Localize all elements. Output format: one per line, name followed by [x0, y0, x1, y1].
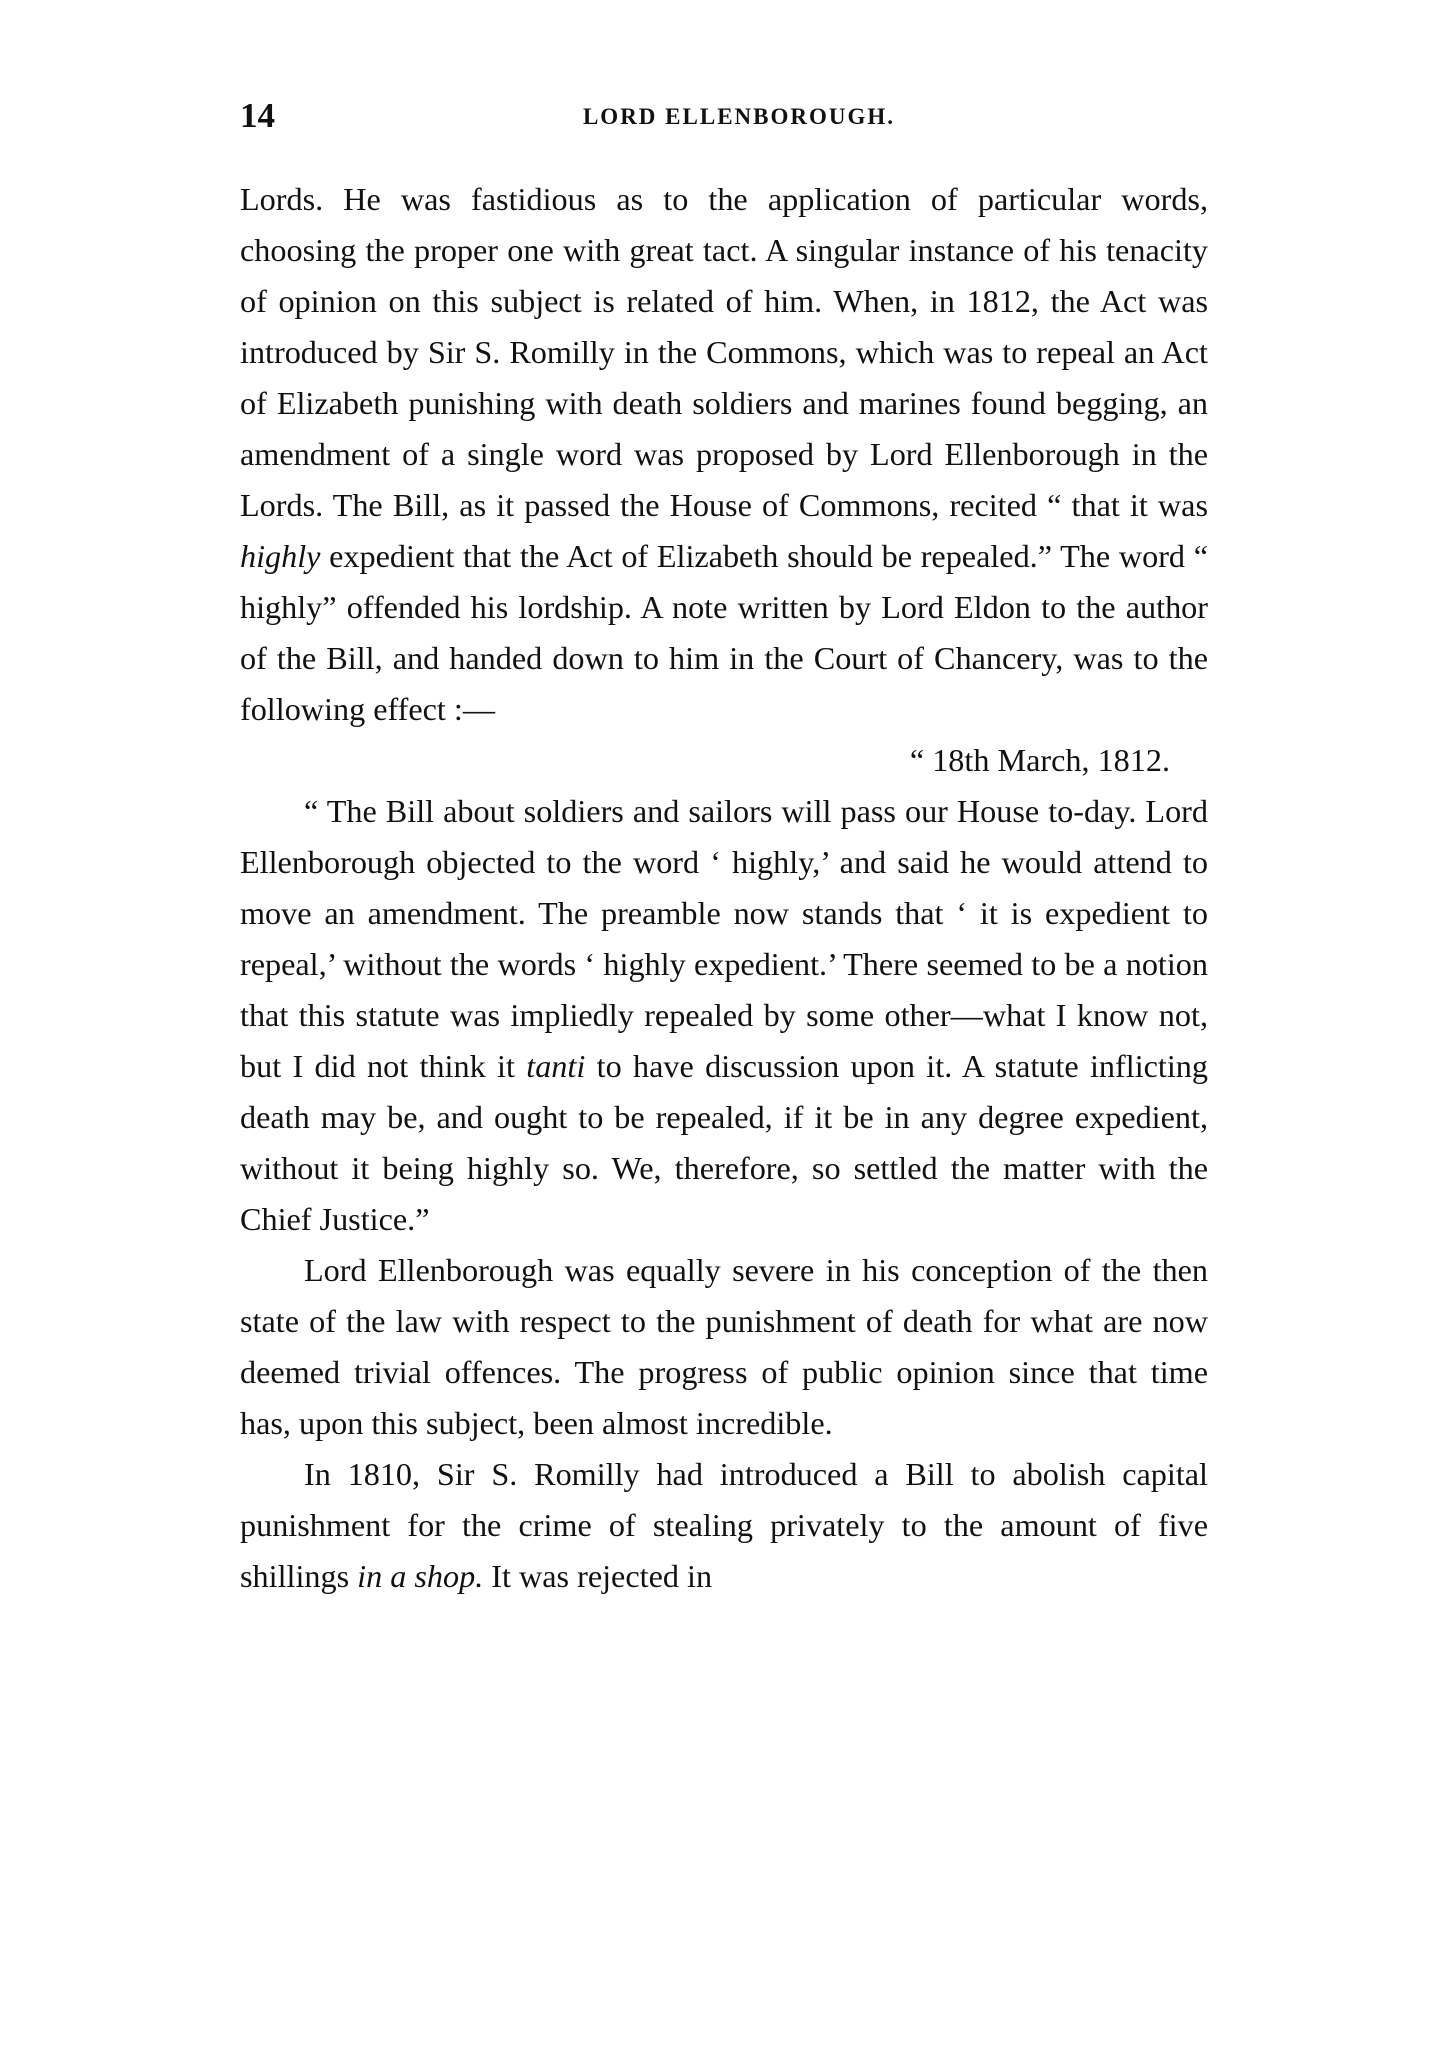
paragraph-4-text-b: It was rejected in: [483, 1558, 713, 1594]
paragraph-1-italic: highly: [240, 538, 321, 574]
letter-dateline: “ 18th March, 1812.: [909, 742, 1170, 778]
paragraph-4: [240, 1449, 1208, 1602]
page-number: 14: [240, 96, 275, 135]
paragraph-1-text-b: expedient that the Act of Elizabeth should be repealed.” The word “ highly” offended his lordship. A note written by Lord Eldon to the author of the Bill, and handed down to him in the Court of Chancery, was to the following effect :—: [240, 538, 1208, 727]
letter-text-b: to have discussion upon it. A statute inflicting death may be, and ought to be repealed, if it be in any degree expedient, without it being highly so. We, therefore, so settled the matter with the Chief Justice.”: [240, 1048, 1208, 1237]
paragraph-3: Lord Ellenborough was equally severe in his conception of the then state of the law with respect to the punishment of death for what are now deemed trivial offences. The progress of public opinion since that time has, upon this subject, been almost incredible.: [240, 1252, 1208, 1441]
paragraph-4-text-a: In 1810, Sir S. Romilly had introduced a Bill to abolish capital punishment for the crime of stealing privately to the amount of five shillings: [240, 1456, 1208, 1594]
body-text: [240, 174, 1208, 1602]
letter-italic: tanti: [526, 1048, 586, 1084]
letter-paragraph: [240, 786, 1208, 1245]
running-title: LORD ELLENBOROUGH.: [582, 104, 896, 129]
running-head: [240, 96, 1208, 146]
letter-text-a: “ The Bill about soldiers and sailors will pass our House to-day. Lord Ellenborough objected to the word ‘ highly,’ and said he would attend to move an amendment. The preamble now stands that ‘ it is expedient to repeal,’ without the words ‘ highly expedient.’ There seemed to be a notion that this statute was impliedly repealed by some other—what I know not, but I did not think it: [240, 793, 1208, 1084]
paragraph-1: [240, 174, 1208, 735]
book-page: [240, 96, 1208, 1602]
paragraph-4-italic: in a shop.: [357, 1558, 484, 1594]
paragraph-1-text-a: Lords. He was fastidious as to the application of particular words, choosing the proper one with great tact. A singular instance of his tenacity of opinion on this subject is related of him. When, in 1812, the Act was introduced by Sir S. Romilly in the Commons, which was to repeal an Act of Elizabeth punishing with death soldiers and marines found begging, an amendment of a single word was proposed by Lord Ellenborough in the Lords. The Bill, as it passed the House of Commons, recited “ that it was: [240, 181, 1208, 523]
